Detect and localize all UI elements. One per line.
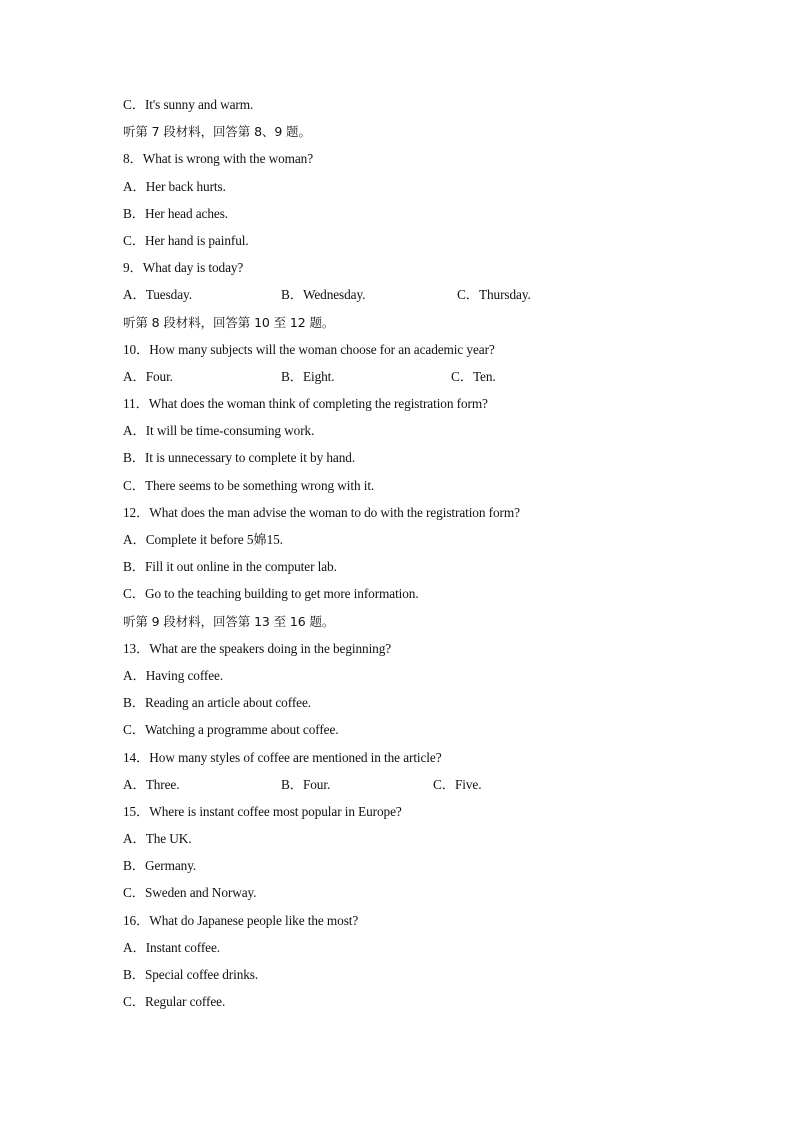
option-c: C．Five. bbox=[433, 776, 482, 792]
question-line: 15．Where is instant coffee most popular in Europe? bbox=[123, 803, 402, 819]
option-line: B．Her head aches. bbox=[123, 205, 228, 221]
option-line: A．Instant coffee. bbox=[123, 939, 221, 955]
option-line: C．Watching a programme about coffee. bbox=[123, 722, 339, 738]
option-line: C．Sweden and Norway. bbox=[123, 885, 257, 901]
options-row bbox=[123, 284, 683, 311]
section-heading: 听第 8 段材料，回答第 10 至 12 题。 bbox=[123, 314, 335, 330]
option-line: C．It's sunny and warm. bbox=[123, 97, 254, 112]
option-line: B．Fill it out online in the computer lab. bbox=[123, 559, 337, 575]
options-row bbox=[123, 366, 683, 393]
question-line: 8．What is wrong with the woman? bbox=[123, 151, 314, 167]
question-line: 10．How many subjects will the woman choose for an academic year? bbox=[123, 341, 495, 357]
question-line: 12．What does the man advise the woman to do with the registration form? bbox=[123, 504, 520, 520]
option-b: B．Four. bbox=[281, 776, 331, 792]
option-line: A．Complete it before 5婂15. bbox=[123, 532, 283, 547]
option-c: C．Thursday. bbox=[457, 287, 531, 303]
question-line: 14．How many styles of coffee are mentioned in the article? bbox=[123, 749, 442, 765]
option-line: A．It will be time-consuming work. bbox=[123, 423, 315, 439]
options-row bbox=[123, 774, 683, 801]
option-line: B．Germany. bbox=[123, 858, 197, 874]
option-line: A．Having coffee. bbox=[123, 667, 224, 683]
option-line: B．Special coffee drinks. bbox=[123, 967, 259, 982]
option-line: B．It is unnecessary to complete it by hand. bbox=[123, 450, 356, 466]
option-b: B．Eight. bbox=[281, 368, 335, 384]
option-b: B．Wednesday. bbox=[281, 287, 366, 303]
option-line: C．Regular coffee. bbox=[123, 994, 226, 1010]
question-line: 13．What are the speakers doing in the beginning? bbox=[123, 640, 392, 656]
section-heading: 听第 9 段材料，回答第 13 至 16 题。 bbox=[123, 613, 335, 629]
option-line: B．Reading an article about coffee. bbox=[123, 695, 311, 711]
option-a: A．Three. bbox=[123, 776, 180, 792]
question-line: 9．What day is today? bbox=[123, 260, 244, 276]
option-line: C．There seems to be something wrong with it. bbox=[123, 477, 375, 493]
option-line: A．The UK. bbox=[123, 831, 192, 847]
exam-content bbox=[123, 94, 683, 1018]
option-line: C．Go to the teaching building to get more information. bbox=[123, 586, 419, 602]
option-c: C．Ten. bbox=[451, 368, 496, 384]
question-line: 11．What does the woman think of completing the registration form? bbox=[123, 396, 488, 412]
option-a: A．Tuesday. bbox=[123, 287, 192, 303]
question-line: 16．What do Japanese people like the most? bbox=[123, 912, 359, 928]
option-line: A．Her back hurts. bbox=[123, 178, 226, 194]
option-line: C．Her hand is painful. bbox=[123, 232, 249, 248]
option-a: A．Four. bbox=[123, 368, 173, 384]
section-heading: 听第 7 段材料，回答第 8、9 题。 bbox=[123, 124, 311, 140]
